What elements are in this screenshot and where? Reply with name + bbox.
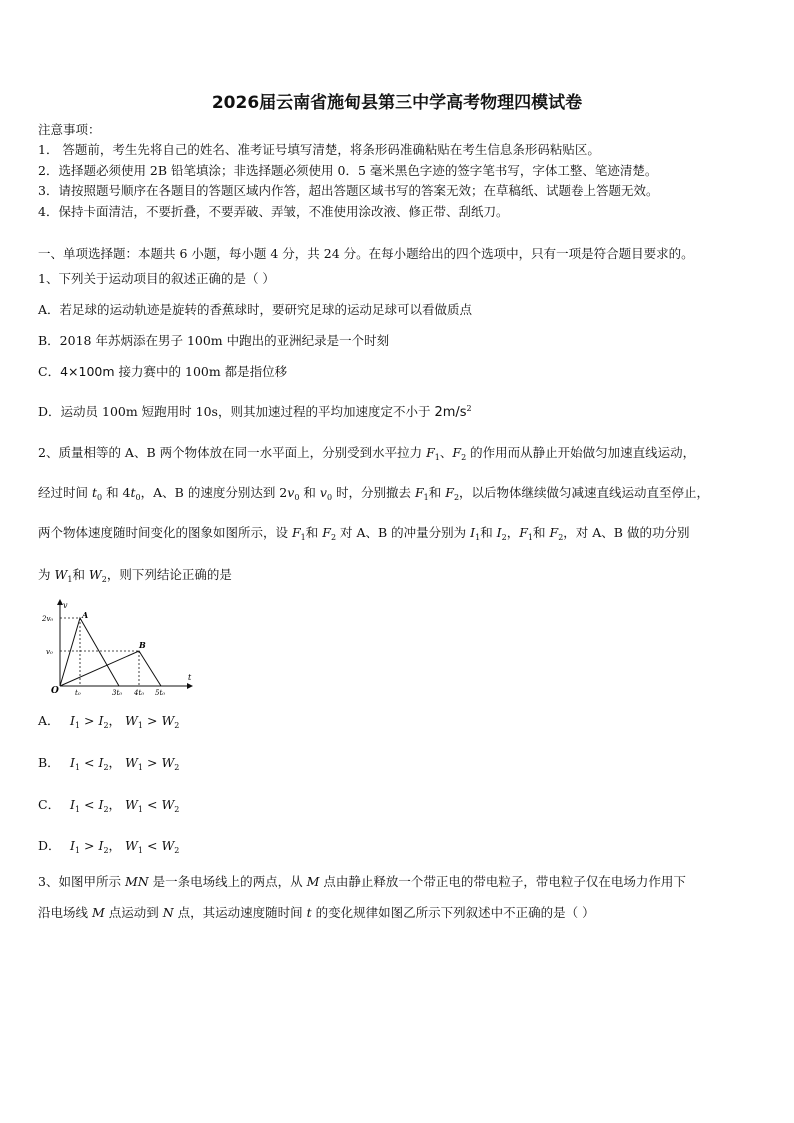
subscript: 1 [300,533,306,542]
notice-item: 2．选择题必须使用 2B 铅笔填涂；非选择题必须使用 0．5 毫米黑色字迹的签字笔书写，字体工整、笔迹清楚。 [38,163,658,178]
q1-option-c [38,364,287,380]
text: 3、如图甲所示 [38,874,125,889]
tick-label-5t0: 5t₀ [155,689,166,697]
text: 点运动到 [104,905,163,920]
symbol-W: W [161,797,175,812]
relation: < [84,755,95,770]
q2-option-a: A． $I_1 > I_2$， $W_1 > W_2$ [38,713,180,730]
symbol-W: W [125,755,138,770]
symbol-N: N [162,905,174,920]
symbol-F: F [322,525,331,540]
symbol-I: I [70,713,75,728]
superscript: 2 [466,404,472,413]
symbol-F: F [414,485,424,500]
relation: < [146,838,158,853]
symbol-I: I [70,797,75,812]
subscript: 2 [174,805,180,814]
subscript: 1 [434,453,440,462]
symbol-I: I [98,838,104,853]
symbol-F: F [445,485,454,500]
subscript: 2 [103,805,109,814]
symbol-I: I [98,755,104,770]
text: 和 [299,485,320,500]
symbol-v: v [319,485,327,500]
text: 和 [480,525,497,540]
subscript: 1 [74,721,81,730]
subscript: 0 [294,493,300,502]
notice-item: 4．保持卡面清洁，不要折叠，不要弄破、弄皱，不准使用涂改液、修正带、刮纸刀。 [38,204,509,219]
subscript: 1 [137,763,143,772]
text: 、 [439,445,453,460]
math-expression: 4×100m [60,364,115,379]
q1-option-a: A．若足球的运动轨迹是旋转的香蕉球时，要研究足球的运动足球可以看做质点 [38,302,473,317]
tick-label-3t0: 3t₀ [112,689,123,697]
relation: > [146,713,158,728]
text: 和 [72,567,89,582]
v-axis-label: v [63,601,68,610]
point-b-label: B [139,640,146,650]
text: 的作用而从静止开始做匀加速直线运动， [466,445,696,460]
option-label: C． [38,364,61,379]
subscript: 1 [423,493,429,502]
line-b [60,651,161,686]
velocity-time-graph [38,596,198,698]
text: 和 4 [102,485,131,500]
text: ， [506,525,520,540]
symbol-W: W [125,713,138,728]
q2-option-c: C． $I_1 < I_2$， $W_1 < W_2$ [38,797,180,814]
subscript: 2 [330,533,337,542]
symbol-W: W [125,838,138,853]
line-a [60,618,119,686]
symbol-I: I [98,797,104,812]
subscript: 0 [97,493,103,502]
subscript: 1 [527,533,534,542]
subscript: 2 [174,846,180,855]
option-label: D． [38,838,61,853]
text: 经过时间 [38,485,92,500]
subscript: 0 [326,493,333,502]
symbol-t: t [306,905,312,920]
subscript: 2 [453,493,460,502]
option-label: C． [38,797,61,812]
text: 对 A、B 的冲量分别为 [336,525,471,540]
q1-stem: 1、下列关于运动项目的叙述正确的是（ ） [38,271,275,286]
q2-line [38,485,709,506]
symbol-I: I [470,525,476,540]
symbol-W: W [161,838,175,853]
q3-line [38,905,595,921]
relation: < [84,797,95,812]
symbol-F: F [426,445,435,460]
tick-label-4t0: 4t₀ [134,689,145,697]
symbol-M: M [91,905,105,920]
subscript: 2 [461,453,467,462]
option-text: 接力赛中的 100m 都是指位移 [114,364,288,379]
symbol-M: M [306,874,320,889]
text: ，则下列结论正确的是 [106,567,232,582]
q1-option-b: B．2018 年苏炳添在男子 100m 中跑出的亚洲纪录是一个时刻 [38,333,390,348]
q2-option-d: D． $I_1 > I_2$， $W_1 < W_2$ [38,838,180,855]
notice-item: 3．请按照题号顺序在各题目的答题区域内作答，超出答题区域书写的答案无效；在草稿纸、试题卷上答题无效。 [38,183,659,198]
notice-item: 1． 答题前，考生先将自己的姓名、准考证号填写清楚，将条形码准确粘贴在考生信息条形码粘贴区。 [38,142,600,157]
q1-option-d [38,401,472,421]
text: ，对 A、B 做的功分别 [563,525,690,540]
origin-label: O [51,686,59,696]
symbol-W: W [88,567,102,582]
section-heading: 一、单项选择题：本题共 6 小题，每小题 4 分，共 24 分。在每小题给出的四个选项中，只有一项是符合题目要求的。 [38,246,694,261]
q2-line [38,567,232,588]
text: ，以后物体继续做匀减速直线运动直至停止， [459,485,710,500]
page-title: 2026届云南省施甸县第三中学高考物理四模试卷 [211,93,583,113]
q2-option-b: B． $I_1 < I_2$， $W_1 > W_2$ [38,755,180,772]
t-axis-label: t [188,673,192,682]
text: 和 [305,525,323,540]
symbol-F: F [291,525,301,540]
text: ，A、B 的速度分别达到 2 [140,485,288,500]
symbol-W: W [161,713,175,728]
symbol-v: v [287,485,295,500]
option-label: B． [38,755,60,770]
subscript: 1 [475,533,481,542]
subscript: 2 [103,763,109,772]
symbol-F: F [549,525,559,540]
q2-line [38,525,689,546]
relation: > [146,755,158,770]
symbol-MN: MN [124,874,149,889]
subscript: 1 [137,721,143,730]
subscript: 2 [101,575,107,584]
option-text: D．运动员 100m 短跑用时 10s，则其加速过程的平均加速度定不小于 [38,404,435,419]
symbol-I: I [70,755,75,770]
symbol-I: I [496,525,502,540]
subscript: 1 [137,846,143,855]
tick-label-2v0: 2v₀ [42,615,54,623]
subscript: 2 [174,721,180,730]
subscript: 2 [558,533,564,542]
subscript: 2 [174,763,180,772]
symbol-W: W [54,567,68,582]
subscript: 2 [103,846,109,855]
q3-line [38,874,686,890]
symbol-W: W [125,797,138,812]
text: 和 [428,485,446,500]
symbol-t: t [130,485,136,500]
subscript: 0 [135,493,141,502]
text: 时，分别撤去 [332,485,415,500]
text: 点由静止释放一个带正电的带电粒子，带电粒子仅在电场力作用下 [319,874,686,889]
text: 2、质量相等的 A、B 两个物体放在同一水平面上，分别受到水平拉力 [38,445,427,460]
subscript: 1 [74,846,81,855]
symbol-W: W [161,755,175,770]
q2-line [38,445,695,466]
subscript: 1 [74,763,81,772]
symbol-I: I [70,838,75,853]
notice-heading: 注意事项： [38,122,101,137]
text: 沿电场线 [38,905,92,920]
symbol-F: F [519,525,528,540]
option-label: A． [38,713,60,728]
subscript: 2 [501,533,507,542]
text: 和 [533,525,550,540]
text: 为 [38,567,55,582]
tick-label-v0: v₀ [46,648,53,656]
symbol-I: I [98,713,104,728]
subscript: 1 [67,575,73,584]
subscript: 2 [103,721,109,730]
tick-label-t0: t₀ [75,689,81,697]
relation: < [146,797,158,812]
symbol-t: t [91,485,98,500]
relation: > [84,838,95,853]
text: 是一条电场线上的两点，从 [148,874,307,889]
unit: 2m/s [434,405,467,420]
relation: > [84,713,95,728]
subscript: 1 [137,805,143,814]
text: 两个物体速度随时间变化的图象如图所示，设 [38,525,292,540]
text: 的变化规律如图乙所示下列叙述中不正确的是（ ） [311,905,595,920]
point-a-label: A [82,610,89,620]
text: 点，其运动速度随时间 [173,905,307,920]
symbol-F: F [452,445,462,460]
subscript: 1 [74,805,81,814]
